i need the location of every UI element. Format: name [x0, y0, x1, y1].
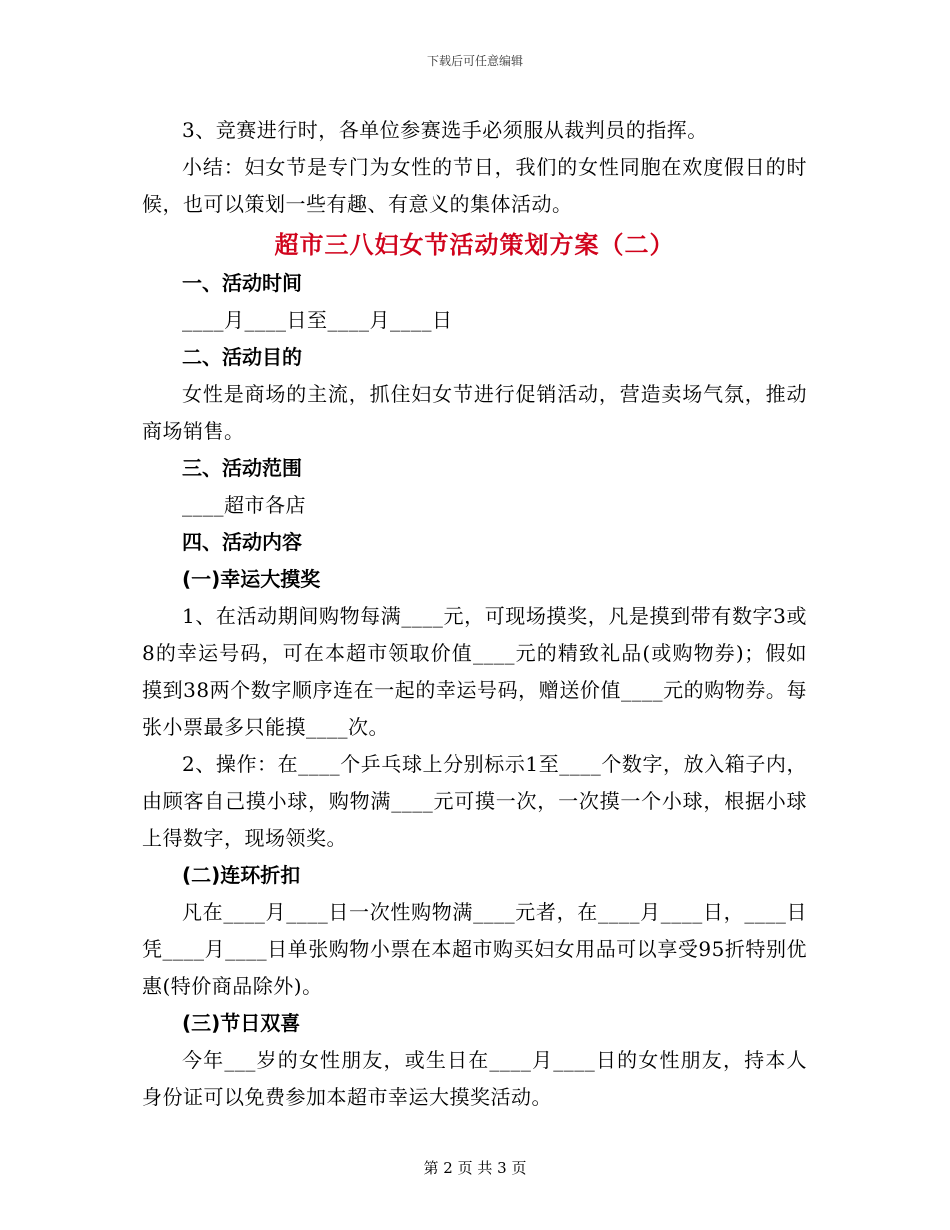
section-text-time: ____月____日至____月____日 [182, 308, 453, 332]
lucky-draw-paragraph-1: 1、在活动期间购物每满____元，可现场摸奖，凡是摸到带有数字3或8的幸运号码，可在本超市领取价值____元的精致礼品(或购物券)；假如摸到38两个数字顺序连在一起的幸运号码，赠送价值____元的购物券。每张小票最多只能摸____次。 [142, 604, 807, 739]
page-footer: 第 2 页 共 3 页 [423, 1159, 527, 1177]
lucky-draw-paragraph-2: 2、操作：在____个乒乓球上分别标示1至____个数字，放入箱子内，由顾客自己摸小球，购物满____元可摸一次，一次摸一个小球，根据小球上得数字，现场领奖。 [142, 752, 807, 850]
document-title: 超市三八妇女节活动策划方案（二） [274, 231, 675, 259]
discount-paragraph: 凡在____月____日一次性购物满____元者，在____月____日，____日凭____月____日单张购物小票在本超市购买妇女用品可以享受95折特别优惠(特价商品除外)。 [142, 900, 807, 998]
subsection-heading-lucky-draw: (一)幸运大摸奖 [182, 567, 321, 591]
page-header: 下载后可任意编辑 [426, 54, 523, 68]
section-text-purpose: 女性是商场的主流，抓住妇女节进行促销活动，营造卖场气氛，推动商场销售。 [142, 382, 807, 443]
document-body [142, 112, 807, 1116]
section-heading-content: 四、活动内容 [182, 530, 302, 554]
section-heading-scope: 三、活动范围 [182, 456, 302, 480]
section-text-scope: ____超市各店 [182, 493, 306, 517]
double-joy-paragraph: 今年___岁的女性朋友，或生日在____月____日的女性朋友，持本人身份证可以免费参加本超市幸运大摸奖活动。 [142, 1048, 807, 1109]
summary-paragraph: 小结：妇女节是专门为女性的节日，我们的女性同胞在欢度假日的时候，也可以策划一些有趣、有意义的集体活动。 [142, 155, 807, 216]
rule-3-paragraph: 3、竞赛进行时，各单位参赛选手必须服从裁判员的指挥。 [182, 118, 708, 142]
subsection-heading-double-joy: (三)节日双喜 [182, 1011, 301, 1035]
section-heading-purpose: 二、活动目的 [182, 345, 302, 369]
section-heading-time: 一、活动时间 [182, 271, 302, 295]
subsection-heading-discount: (二)连环折扣 [182, 863, 301, 887]
